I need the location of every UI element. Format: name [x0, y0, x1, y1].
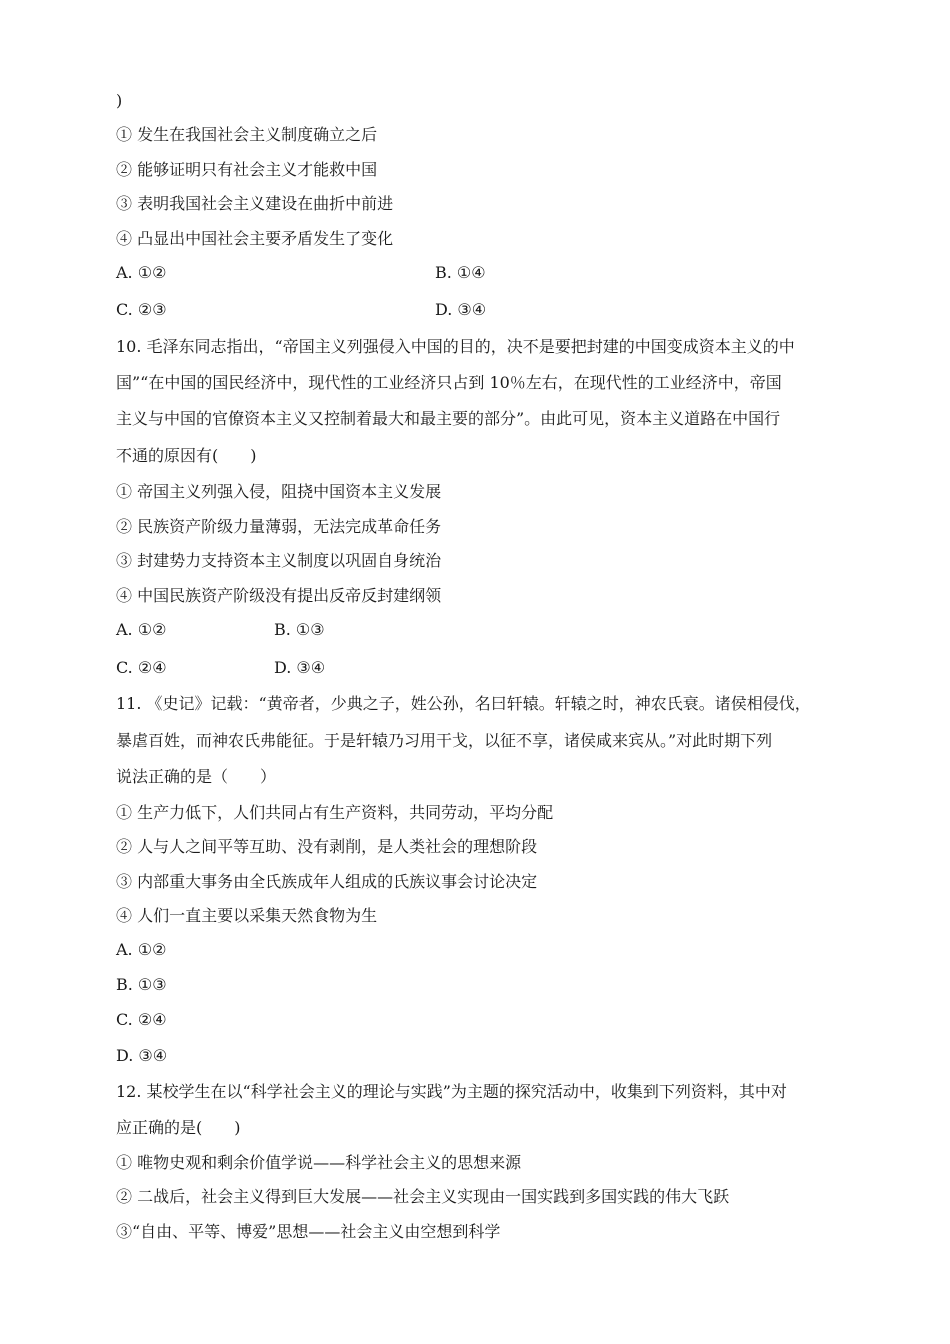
q9-option-c: C. ②③	[116, 300, 167, 319]
q9-statement-1: ① 发生在我国社会主义制度确立之后	[116, 125, 378, 144]
q10-stem-line-2: 国”“在中国的国民经济中，现代性的工业经济只占到 10％左右，在现代性的工业经济中，帝国	[116, 373, 782, 392]
q9-option-d: D. ③④	[435, 300, 487, 319]
q11-option-b: B. ①③	[116, 975, 167, 994]
q10-stem-line-3: 主义与中国的官僚资本主义又控制着最大和最主要的部分”。由此可见，资本主义道路在中国行	[116, 409, 781, 428]
q12-stem-line-2: 应正确的是( )	[116, 1118, 241, 1137]
q10-statement-2: ② 民族资产阶级力量薄弱，无法完成革命任务	[116, 517, 442, 536]
q9-option-a: A. ①②	[116, 263, 167, 282]
q11-stem-line-3: 说法正确的是（ ）	[116, 767, 277, 786]
q11-option-c: C. ②④	[116, 1010, 167, 1029]
q10-statement-1: ① 帝国主义列强入侵，阻挠中国资本主义发展	[116, 482, 442, 501]
q9-statement-2: ② 能够证明只有社会主义才能救中国	[116, 160, 378, 179]
q11-statement-4: ④ 人们一直主要以采集天然食物为生	[116, 906, 378, 925]
q10-option-d: D. ③④	[274, 658, 326, 677]
q10-stem-line-1: 10. 毛泽东同志指出，“帝国主义列强侵入中国的目的，决不是要把封建的中国变成资本主义的中	[116, 337, 795, 356]
q11-statement-3: ③ 内部重大事务由全氏族成年人组成的氏族议事会讨论决定	[116, 872, 538, 891]
q10-option-c: C. ②④	[116, 658, 167, 677]
q9-statement-3: ③ 表明我国社会主义建设在曲折中前进	[116, 194, 394, 213]
q11-option-a: A. ①②	[116, 940, 167, 959]
q9-close-paren: )	[116, 91, 123, 110]
q9-statement-4: ④ 凸显出中国社会主要矛盾发生了变化	[116, 229, 394, 248]
q12-statement-2: ② 二战后，社会主义得到巨大发展——社会主义实现由一国实践到多国实践的伟大飞跃	[116, 1187, 730, 1206]
q10-option-a: A. ①②	[116, 620, 167, 639]
q10-stem-line-4: 不通的原因有( )	[116, 446, 257, 465]
q12-stem-line-1: 12. 某校学生在以“科学社会主义的理论与实践”为主题的探究活动中，收集到下列资料，其中对	[116, 1082, 787, 1101]
q10-option-b: B. ①③	[274, 620, 325, 639]
q12-statement-1: ① 唯物史观和剩余价值学说——科学社会主义的思想来源	[116, 1153, 522, 1172]
q11-stem-line-2: 暴虐百姓，而神农氏弗能征。于是轩辕乃习用干戈，以征不享，诸侯咸来宾从。”对此时期下列	[116, 731, 773, 750]
q11-statement-1: ① 生产力低下，人们共同占有生产资料，共同劳动，平均分配	[116, 803, 554, 822]
q10-statement-4: ④ 中国民族资产阶级没有提出反帝反封建纲领	[116, 586, 442, 605]
q11-stem-line-1: 11. 《史记》记载：“黄帝者，少典之子，姓公孙，名曰轩辕。轩辕之时，神农氏衰。诸侯相侵伐，	[116, 694, 811, 713]
q11-option-d: D. ③④	[116, 1046, 168, 1065]
q9-option-b: B. ①④	[435, 263, 486, 282]
q10-statement-3: ③ 封建势力支持资本主义制度以巩固自身统治	[116, 551, 442, 570]
q12-statement-3: ③“自由、平等、博爱”思想——社会主义由空想到科学	[116, 1222, 501, 1241]
q11-statement-2: ② 人与人之间平等互助、没有剥削，是人类社会的理想阶段	[116, 837, 538, 856]
